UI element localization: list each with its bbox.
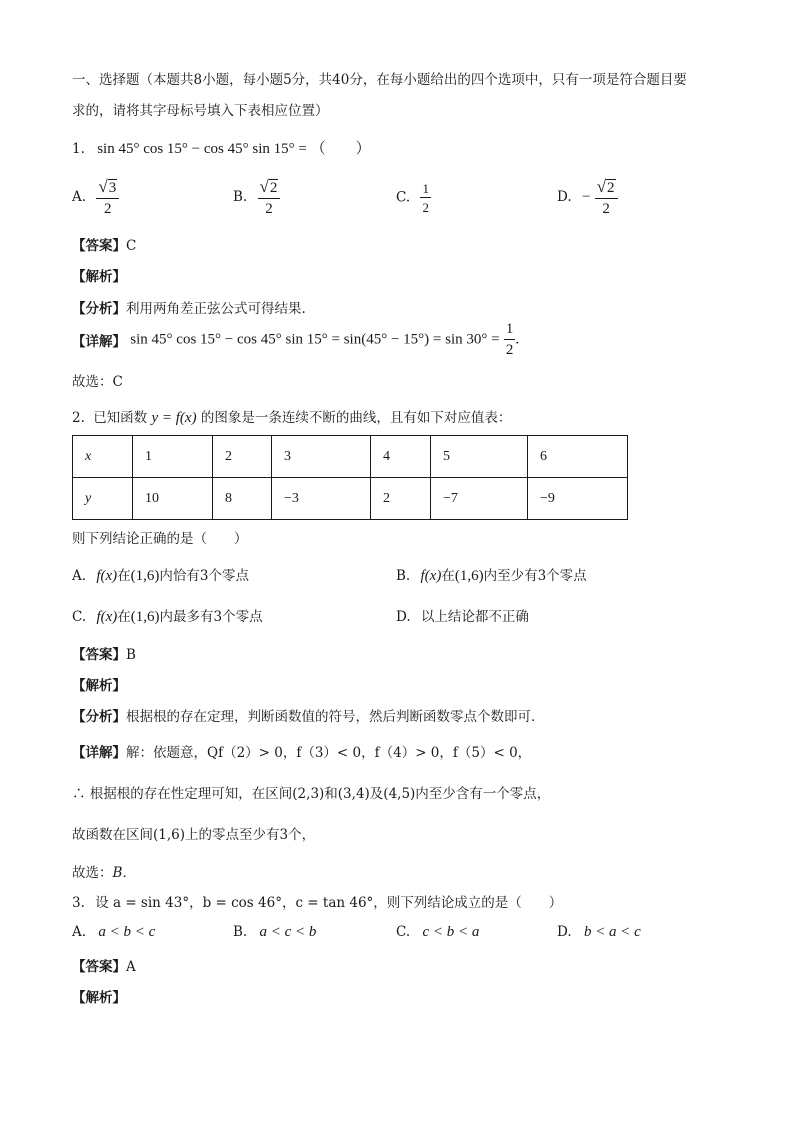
option-b-fraction: $\frac{√2}{2}$: [258, 178, 281, 217]
q3-option-a: A. a < b < c: [72, 924, 156, 940]
q2-fenxi: 【分析】根据根的存在定理，判断函数值的符号，然后判断函数零点个数即可．: [72, 709, 545, 725]
q1-analysis-label: 【解析】: [72, 269, 126, 285]
option-d-fraction: $\frac{√2}{2}$: [595, 178, 618, 217]
table-cell: −7: [431, 478, 528, 520]
option-a-fraction: $\frac{√3}{2}$: [96, 178, 119, 217]
q3-answer: 【答案】A: [72, 959, 136, 975]
q2-option-a: A. f(x)在(1,6)内恰有3个零点: [72, 568, 250, 584]
q1-option-a: [72, 178, 119, 217]
q2-option-b: B. f(x)在(1,6)内至少有3个零点: [396, 568, 587, 584]
q2-detail: 【详解】解：依题意，Qf（2）> 0，f（3）< 0，f（4）> 0，f（5）< 0，: [72, 745, 532, 761]
option-letter: A.: [72, 189, 87, 205]
q2-option-c: C. f(x)在(1,6)内最多有3个零点: [72, 609, 263, 625]
q1-choose: 故选：C: [72, 374, 123, 390]
option-c-fraction: $\frac{1}{2}$: [422, 181, 429, 215]
q1-option-b: [233, 178, 280, 217]
q2-question: 则下列结论正确的是（ ）: [72, 531, 248, 547]
section-heading-line2: 求的，请将其字母标号填入下表相应位置）: [72, 103, 329, 119]
detail-fraction: $\frac{1}{2}$: [505, 321, 514, 358]
q1-option-c: [396, 182, 431, 214]
question-2: 2. 已知函数 y = f(x) 的图象是一条连续不断的曲线，且有如下对应值表：: [72, 410, 512, 426]
table-cell: −3: [272, 478, 371, 520]
table-row-y: [73, 478, 628, 520]
option-letter: C.: [396, 189, 411, 206]
q1-fenxi: 【分析】利用两角差正弦公式可得结果.: [72, 301, 306, 317]
section-heading-line1: 一、选择题（本题共8小题，每小题5分，共40分，在每小题给出的四个选项中，只有一项是符合题目要: [72, 72, 687, 88]
q3-option-c: C. c < b < a: [396, 924, 480, 940]
question-3: 3. 设 a = sin 43°，b = cos 46°，c = tan 46°，则下列结论成立的是（ ）: [72, 895, 563, 911]
table-cell: 8: [213, 478, 272, 520]
table-cell: 6: [528, 436, 628, 478]
option-letter: D.: [557, 189, 572, 205]
table-cell: 4: [371, 436, 431, 478]
table-cell: 1: [133, 436, 213, 478]
table-cell: 5: [431, 436, 528, 478]
q3-analysis-label: 【解析】: [72, 990, 126, 1006]
q2-therefore-line: ∴ 根据根的存在性定理可知，在区间(2,3)和(3,4)及(4,5)内至少含有一个零点，: [72, 786, 551, 802]
minus-sign: −: [581, 189, 591, 205]
q2-analysis-label: 【解析】: [72, 678, 126, 694]
option-letter: B.: [233, 189, 248, 205]
q1-answer: 【答案】C: [72, 238, 137, 254]
value-table: [72, 435, 628, 520]
question-1-expr: sin 45° cos 15° − cos 45° sin 15° = （ ）: [97, 141, 371, 157]
table-row-x: [73, 436, 628, 478]
q3-option-d: D. b < a < c: [557, 924, 641, 940]
table-cell: 2: [371, 478, 431, 520]
table-header-y: y: [73, 478, 133, 520]
q2-option-d: D. 以上结论都不正确: [396, 609, 529, 625]
table-header-x: x: [73, 436, 133, 478]
q1-detail: 【详解】 sin 45° cos 15° − cos 45° sin 15° = sin(45° − 15°) = sin 30° = $\frac{1}{2}$ .: [72, 321, 520, 358]
q3-option-b: B. a < c < b: [233, 924, 317, 940]
question-number: 1.: [72, 141, 85, 157]
table-cell: −9: [528, 478, 628, 520]
table-cell: 3: [272, 436, 371, 478]
table-cell: 10: [133, 478, 213, 520]
table-cell: 2: [213, 436, 272, 478]
question-1: [72, 137, 371, 158]
q2-answer: 【答案】B: [72, 647, 136, 663]
q1-option-d: [557, 178, 618, 217]
q2-choose: 故选：B．: [72, 865, 136, 881]
q2-conclusion-line: 故函数在区间(1,6)上的零点至少有3个，: [72, 827, 316, 843]
